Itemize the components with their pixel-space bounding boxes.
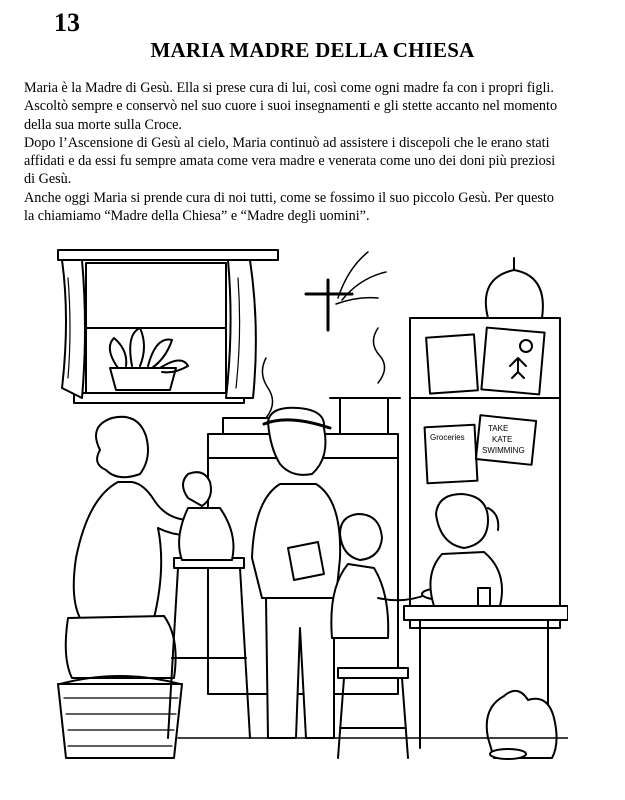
page-title: MARIA MADRE DELLA CHIESA [150, 38, 475, 62]
text-line: di Gesù. [24, 171, 72, 188]
cat [487, 691, 557, 759]
text-line: Maria è la Madre di Gesù. Ella si prese cura di lui, così come ogni madre fa con i propri figli. [24, 80, 554, 96]
text-line: affidati e da essi fu sempre amata come vera madre e venerata come uno dei doni più preziosi [24, 153, 556, 170]
page-number: 13 [54, 8, 80, 37]
note-take: TAKE [488, 424, 509, 433]
laundry-basket [58, 676, 182, 758]
text-line: Dopo l’Ascensione di Gesù al cielo, Maria continuò ad assistere i discepoli che le erano stati [24, 134, 550, 151]
groceries-note: Groceries [430, 433, 465, 442]
text-line: della sua morte sulla Croce. [24, 116, 182, 133]
note-swimming: SWIMMING [482, 446, 525, 455]
body-text [24, 79, 604, 225]
text-line: Ascoltò sempre e conservò nel suo cuore i suoi insegnamenti e gli stette accanto nel momento [24, 98, 558, 115]
text-line: Anche oggi Maria si prende cura di noi tutti, come se fossimo il suo piccolo Gesù. Per questo [24, 189, 554, 206]
potted-plant [110, 328, 188, 390]
note-kate: KATE [492, 435, 513, 444]
family-kitchen-illustration [48, 238, 568, 763]
text-line: la chiamiamo “Madre della Chiesa” e “Madre degli uomini”. [24, 208, 370, 225]
cross-icon [306, 252, 386, 330]
